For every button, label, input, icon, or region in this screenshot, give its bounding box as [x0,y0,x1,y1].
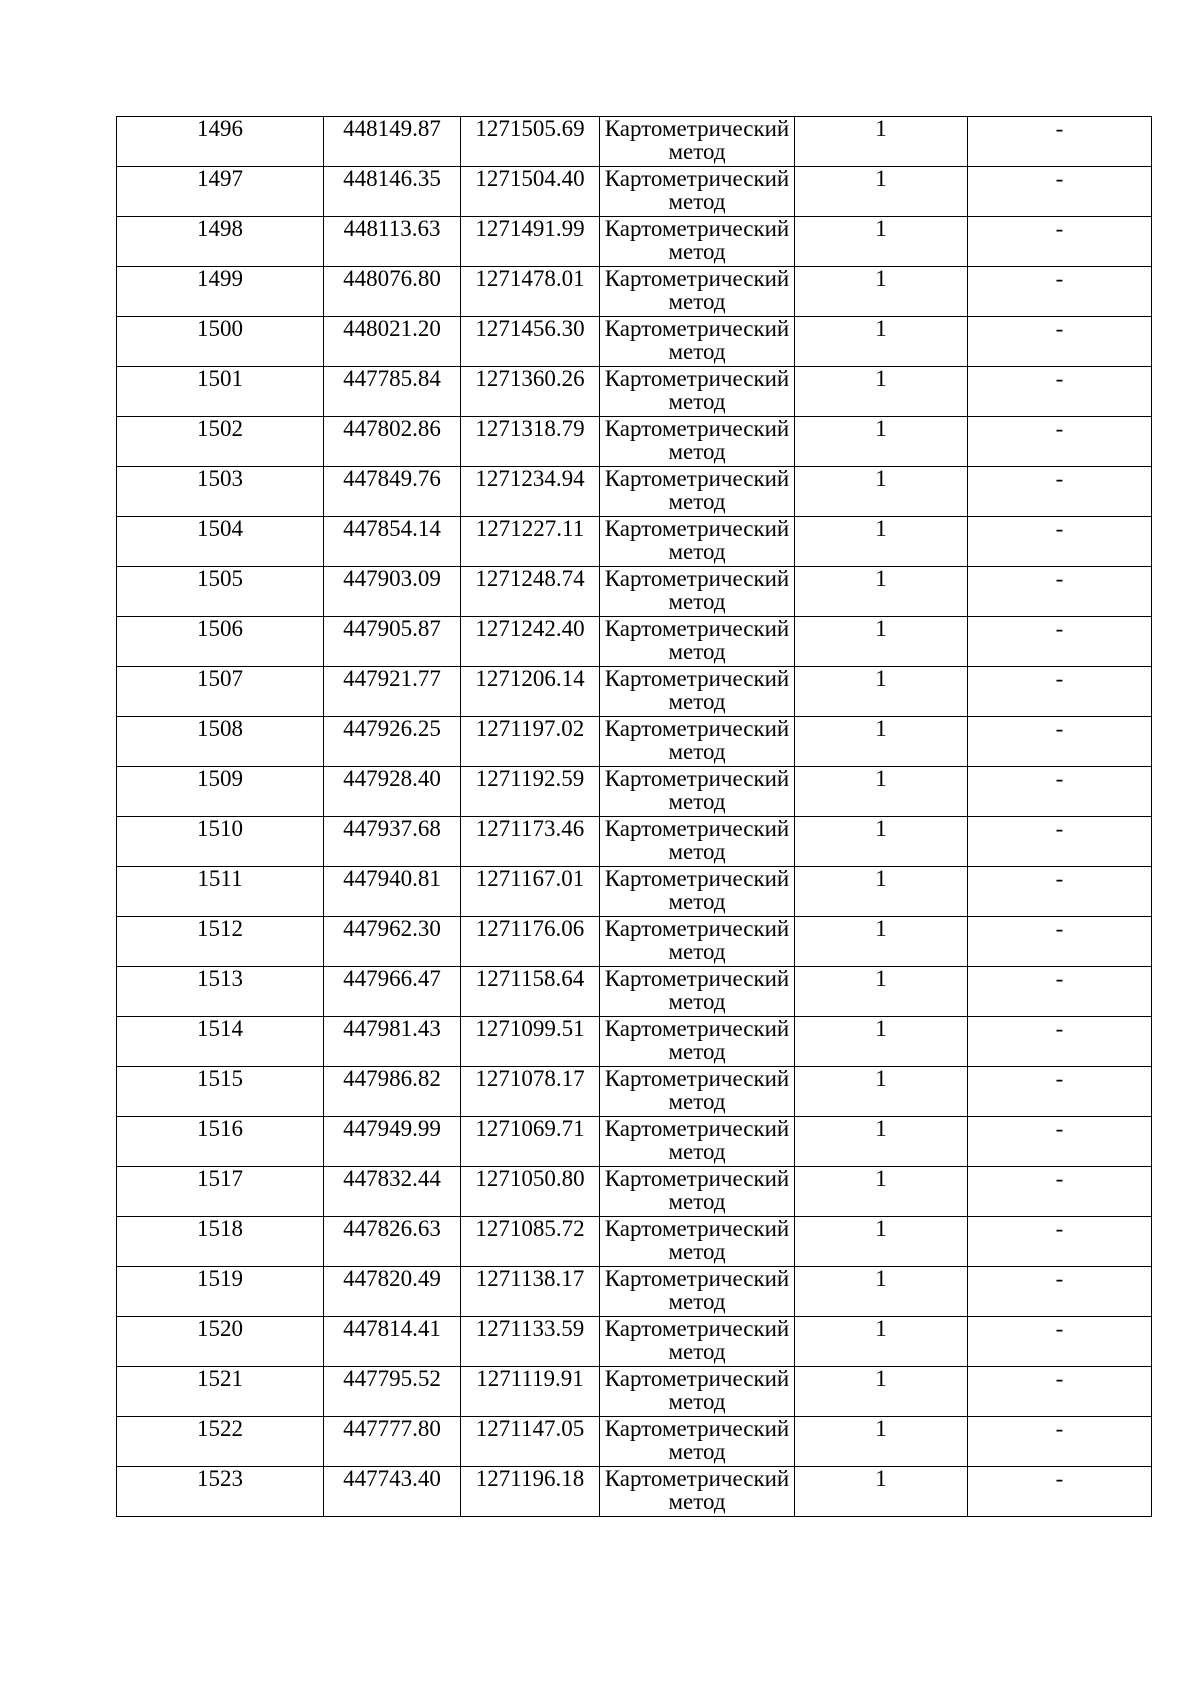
y-coordinate-cell: 1271196.18 [461,1467,600,1517]
method-line-2: метод [668,239,726,264]
method-line-2: метод [668,739,726,764]
table-row [117,1467,1152,1517]
table-row [117,467,1152,517]
y-coordinate-cell: 1271478.01 [461,267,600,317]
point-number-cell: 1520 [117,1317,324,1367]
table-row [117,417,1152,467]
method-line-2: метод [668,389,726,414]
table-row [117,517,1152,567]
method-line-1: Картометрический [604,1266,790,1291]
method-line-1: Картометрический [604,616,790,641]
table-row [117,1067,1152,1117]
method-cell [600,817,795,867]
table-row [117,617,1152,667]
method-line-1: Картометрический [604,116,790,141]
method-cell [600,317,795,367]
method-cell [600,117,795,167]
method-line-1: Картометрический [604,566,790,591]
y-coordinate-cell: 1271491.99 [461,217,600,267]
note-cell: - [968,1417,1152,1467]
method-line-2: метод [668,1489,726,1514]
accuracy-cell: 1 [795,667,968,717]
y-coordinate-cell: 1271099.51 [461,1017,600,1067]
point-number-cell: 1499 [117,267,324,317]
method-line-2: метод [668,589,726,614]
point-number-cell: 1512 [117,917,324,967]
accuracy-cell: 1 [795,317,968,367]
note-cell: - [968,1117,1152,1167]
accuracy-cell: 1 [795,1117,968,1167]
table-row [117,867,1152,917]
method-line-2: метод [668,989,726,1014]
point-number-cell: 1517 [117,1167,324,1217]
y-coordinate-cell: 1271197.02 [461,717,600,767]
accuracy-cell: 1 [795,217,968,267]
point-number-cell: 1497 [117,167,324,217]
point-number-cell: 1503 [117,467,324,517]
method-cell [600,1017,795,1067]
method-line-2: метод [668,1439,726,1464]
accuracy-cell: 1 [795,117,968,167]
method-line-2: метод [668,289,726,314]
accuracy-cell: 1 [795,717,968,767]
method-line-2: метод [668,1389,726,1414]
method-line-2: метод [668,1039,726,1064]
x-coordinate-cell: 447777.80 [324,1417,461,1467]
method-line-2: метод [668,1289,726,1314]
method-line-1: Картометрический [604,766,790,791]
y-coordinate-cell: 1271085.72 [461,1217,600,1267]
method-line-2: метод [668,689,726,714]
accuracy-cell: 1 [795,967,968,1017]
method-line-2: метод [668,339,726,364]
x-coordinate-cell: 447949.99 [324,1117,461,1167]
accuracy-cell: 1 [795,867,968,917]
x-coordinate-cell: 448113.63 [324,217,461,267]
note-cell: - [968,1317,1152,1367]
point-number-cell: 1505 [117,567,324,617]
point-number-cell: 1508 [117,717,324,767]
point-number-cell: 1510 [117,817,324,867]
method-line-2: метод [668,939,726,964]
accuracy-cell: 1 [795,467,968,517]
y-coordinate-cell: 1271078.17 [461,1067,600,1117]
method-line-2: метод [668,489,726,514]
x-coordinate-cell: 447785.84 [324,367,461,417]
y-coordinate-cell: 1271504.40 [461,167,600,217]
accuracy-cell: 1 [795,417,968,467]
note-cell: - [968,267,1152,317]
table-row [117,267,1152,317]
method-cell [600,1467,795,1517]
table-row [117,317,1152,367]
method-cell [600,217,795,267]
method-cell [600,867,795,917]
table-row [117,567,1152,617]
method-line-1: Картометрический [604,416,790,441]
note-cell: - [968,667,1152,717]
point-number-cell: 1500 [117,317,324,367]
point-number-cell: 1501 [117,367,324,417]
point-number-cell: 1511 [117,867,324,917]
note-cell: - [968,767,1152,817]
accuracy-cell: 1 [795,817,968,867]
x-coordinate-cell: 447905.87 [324,617,461,667]
point-number-cell: 1519 [117,1267,324,1317]
note-cell: - [968,1367,1152,1417]
x-coordinate-cell: 447903.09 [324,567,461,617]
method-line-1: Картометрический [604,1166,790,1191]
accuracy-cell: 1 [795,1367,968,1417]
table-row [117,1317,1152,1367]
accuracy-cell: 1 [795,767,968,817]
x-coordinate-cell: 447743.40 [324,1467,461,1517]
x-coordinate-cell: 447966.47 [324,967,461,1017]
method-line-1: Картометрический [604,1316,790,1341]
point-number-cell: 1521 [117,1367,324,1417]
note-cell: - [968,167,1152,217]
table-row [117,367,1152,417]
method-line-1: Картометрический [604,366,790,391]
method-line-1: Картометрический [604,1366,790,1391]
accuracy-cell: 1 [795,367,968,417]
y-coordinate-cell: 1271167.01 [461,867,600,917]
x-coordinate-cell: 447832.44 [324,1167,461,1217]
method-line-1: Картометрический [604,916,790,941]
point-number-cell: 1507 [117,667,324,717]
note-cell: - [968,1267,1152,1317]
method-cell [600,1417,795,1467]
table-row [117,1367,1152,1417]
method-line-1: Картометрический [604,1416,790,1441]
y-coordinate-cell: 1271360.26 [461,367,600,417]
x-coordinate-cell: 447795.52 [324,1367,461,1417]
y-coordinate-cell: 1271133.59 [461,1317,600,1367]
note-cell: - [968,717,1152,767]
x-coordinate-cell: 447802.86 [324,417,461,467]
x-coordinate-cell: 447962.30 [324,917,461,967]
point-number-cell: 1523 [117,1467,324,1517]
x-coordinate-cell: 447814.41 [324,1317,461,1367]
point-number-cell: 1502 [117,417,324,467]
method-cell [600,917,795,967]
y-coordinate-cell: 1271206.14 [461,667,600,717]
point-number-cell: 1498 [117,217,324,267]
x-coordinate-cell: 447921.77 [324,667,461,717]
y-coordinate-cell: 1271248.74 [461,567,600,617]
accuracy-cell: 1 [795,1467,968,1517]
x-coordinate-cell: 447849.76 [324,467,461,517]
accuracy-cell: 1 [795,1067,968,1117]
note-cell: - [968,817,1152,867]
method-cell [600,717,795,767]
method-line-2: метод [668,1189,726,1214]
x-coordinate-cell: 447981.43 [324,1017,461,1067]
accuracy-cell: 1 [795,567,968,617]
method-line-1: Картометрический [604,966,790,991]
note-cell: - [968,617,1152,667]
method-line-2: метод [668,539,726,564]
method-cell [600,417,795,467]
y-coordinate-cell: 1271050.80 [461,1167,600,1217]
method-line-1: Картометрический [604,1066,790,1091]
method-cell [600,1317,795,1367]
y-coordinate-cell: 1271119.91 [461,1367,600,1417]
x-coordinate-cell: 448076.80 [324,267,461,317]
note-cell: - [968,117,1152,167]
point-number-cell: 1515 [117,1067,324,1117]
method-line-2: метод [668,789,726,814]
x-coordinate-cell: 447986.82 [324,1067,461,1117]
y-coordinate-cell: 1271147.05 [461,1417,600,1467]
x-coordinate-cell: 447937.68 [324,817,461,867]
table-row [117,117,1152,167]
method-cell [600,267,795,317]
method-cell [600,167,795,217]
method-line-1: Картометрический [604,716,790,741]
point-number-cell: 1516 [117,1117,324,1167]
table-row [117,1217,1152,1267]
accuracy-cell: 1 [795,1167,968,1217]
method-cell [600,467,795,517]
method-line-2: метод [668,1139,726,1164]
method-line-2: метод [668,889,726,914]
method-cell [600,1117,795,1167]
method-line-1: Картометрический [604,666,790,691]
method-cell [600,1167,795,1217]
accuracy-cell: 1 [795,917,968,967]
method-cell [600,517,795,567]
method-line-1: Картометрический [604,516,790,541]
point-number-cell: 1522 [117,1417,324,1467]
table-row [117,667,1152,717]
note-cell: - [968,1167,1152,1217]
table-row [117,917,1152,967]
y-coordinate-cell: 1271234.94 [461,467,600,517]
note-cell: - [968,967,1152,1017]
note-cell: - [968,1217,1152,1267]
table-row [117,1267,1152,1317]
table-row [117,717,1152,767]
method-line-2: метод [668,189,726,214]
method-line-1: Картометрический [604,166,790,191]
y-coordinate-cell: 1271505.69 [461,117,600,167]
y-coordinate-cell: 1271176.06 [461,917,600,967]
point-number-cell: 1504 [117,517,324,567]
method-cell [600,1067,795,1117]
method-line-1: Картометрический [604,1216,790,1241]
y-coordinate-cell: 1271192.59 [461,767,600,817]
method-line-1: Картометрический [604,1116,790,1141]
accuracy-cell: 1 [795,517,968,567]
x-coordinate-cell: 447826.63 [324,1217,461,1267]
note-cell: - [968,1067,1152,1117]
note-cell: - [968,367,1152,417]
table-row [117,767,1152,817]
method-line-1: Картометрический [604,866,790,891]
x-coordinate-cell: 447928.40 [324,767,461,817]
y-coordinate-cell: 1271138.17 [461,1267,600,1317]
accuracy-cell: 1 [795,167,968,217]
method-line-2: метод [668,639,726,664]
x-coordinate-cell: 447926.25 [324,717,461,767]
method-line-1: Картометрический [604,216,790,241]
accuracy-cell: 1 [795,1417,968,1467]
note-cell: - [968,517,1152,567]
method-cell [600,367,795,417]
table-row [117,1017,1152,1067]
accuracy-cell: 1 [795,267,968,317]
table-row [117,1167,1152,1217]
method-line-2: метод [668,839,726,864]
point-number-cell: 1513 [117,967,324,1017]
note-cell: - [968,1467,1152,1517]
coordinates-table [116,116,1152,1517]
method-line-1: Картометрический [604,1016,790,1041]
accuracy-cell: 1 [795,1317,968,1367]
coordinates-table-body [117,117,1152,1517]
table-row [117,967,1152,1017]
accuracy-cell: 1 [795,1267,968,1317]
y-coordinate-cell: 1271069.71 [461,1117,600,1167]
note-cell: - [968,417,1152,467]
x-coordinate-cell: 448146.35 [324,167,461,217]
method-line-1: Картометрический [604,466,790,491]
y-coordinate-cell: 1271242.40 [461,617,600,667]
y-coordinate-cell: 1271227.11 [461,517,600,567]
x-coordinate-cell: 448021.20 [324,317,461,367]
point-number-cell: 1496 [117,117,324,167]
method-cell [600,1217,795,1267]
table-row [117,167,1152,217]
note-cell: - [968,1017,1152,1067]
note-cell: - [968,917,1152,967]
note-cell: - [968,467,1152,517]
note-cell: - [968,867,1152,917]
method-line-2: метод [668,439,726,464]
method-cell [600,567,795,617]
point-number-cell: 1518 [117,1217,324,1267]
x-coordinate-cell: 447854.14 [324,517,461,567]
method-cell [600,667,795,717]
method-line-1: Картометрический [604,266,790,291]
method-cell [600,767,795,817]
table-row [117,1117,1152,1167]
method-cell [600,967,795,1017]
point-number-cell: 1506 [117,617,324,667]
method-line-2: метод [668,1239,726,1264]
accuracy-cell: 1 [795,1217,968,1267]
y-coordinate-cell: 1271158.64 [461,967,600,1017]
table-row [117,817,1152,867]
method-line-2: метод [668,139,726,164]
accuracy-cell: 1 [795,1017,968,1067]
method-cell [600,1267,795,1317]
point-number-cell: 1514 [117,1017,324,1067]
method-line-1: Картометрический [604,1466,790,1491]
y-coordinate-cell: 1271456.30 [461,317,600,367]
x-coordinate-cell: 448149.87 [324,117,461,167]
y-coordinate-cell: 1271318.79 [461,417,600,467]
method-cell [600,1367,795,1417]
x-coordinate-cell: 447820.49 [324,1267,461,1317]
x-coordinate-cell: 447940.81 [324,867,461,917]
table-row [117,1417,1152,1467]
note-cell: - [968,217,1152,267]
point-number-cell: 1509 [117,767,324,817]
method-line-1: Картометрический [604,316,790,341]
note-cell: - [968,567,1152,617]
y-coordinate-cell: 1271173.46 [461,817,600,867]
note-cell: - [968,317,1152,367]
method-cell [600,617,795,667]
method-line-2: метод [668,1089,726,1114]
method-line-2: метод [668,1339,726,1364]
method-line-1: Картометрический [604,816,790,841]
table-row [117,217,1152,267]
accuracy-cell: 1 [795,617,968,667]
